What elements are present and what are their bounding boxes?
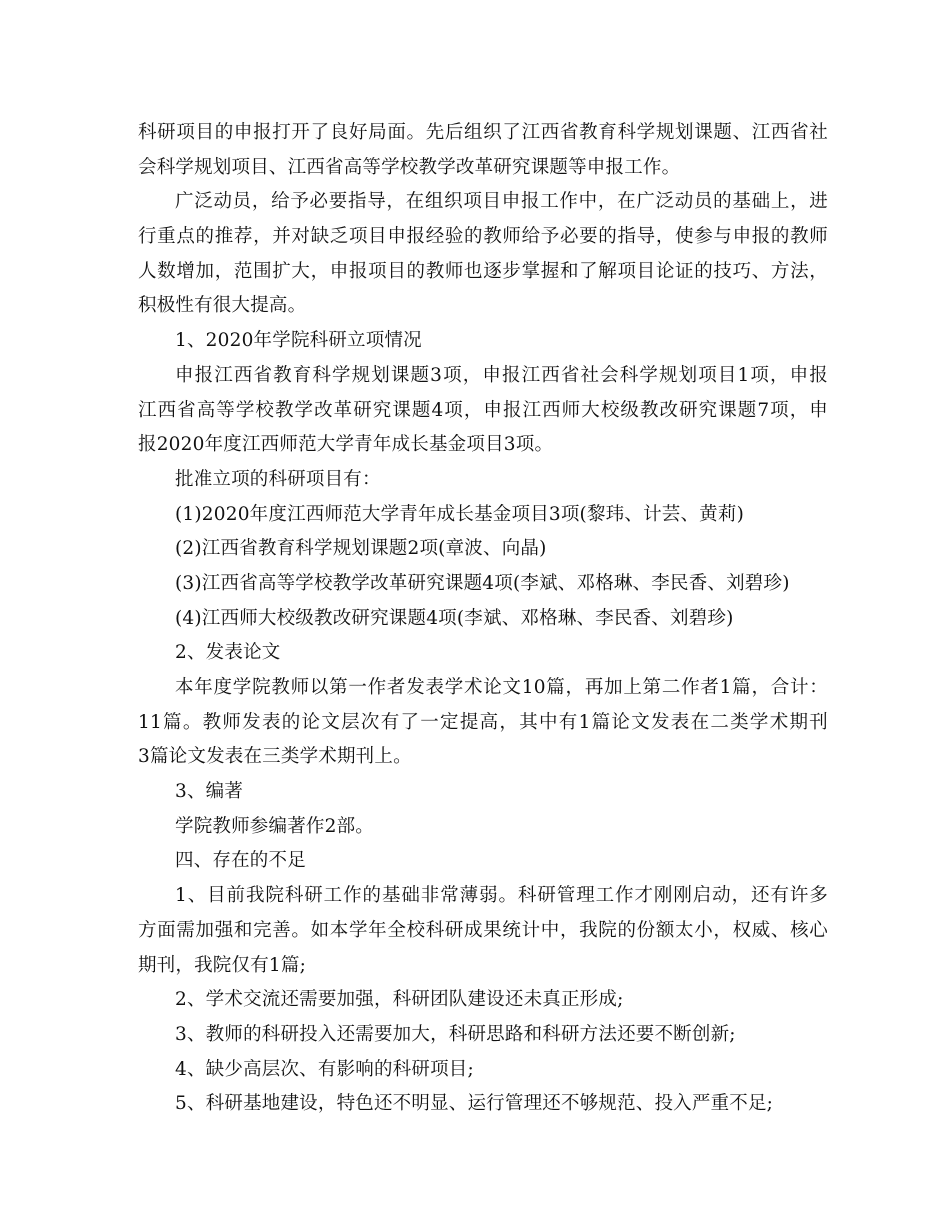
text-line: 4、缺少高层次、有影响的科研项目; <box>175 1058 474 1080</box>
text-line: 3、教师的科研投入还需要加大，科研思路和科研方法还要不断创新; <box>175 1023 736 1045</box>
text-line: 科研项目的申报打开了良好局面。先后组织了江西省教育科学规划课题、江西省社 <box>138 122 828 143</box>
text-line: 行重点的推荐，并对缺乏项目申报经验的教师给予必要的指导，使参与申报的教师 <box>138 226 828 248</box>
document-body <box>138 116 828 1122</box>
text-line: 3篇论文发表在三类学术期刊上。 <box>138 746 412 768</box>
text-line: 人数增加，范围扩大，申报项目的教师也逐步掌握和了解项目论证的技巧、方法， <box>138 260 828 282</box>
text-line: 批准立项的科研项目有： <box>175 468 381 490</box>
text-line: (2)江西省教育科学规划课题2项(章波、向晶) <box>175 538 547 560</box>
text-line: (1)2020年度江西师范大学青年成长基金项目3项(黎玮、计芸、黄莉) <box>175 503 744 525</box>
text-line: 1、2020年学院科研立项情况 <box>175 330 422 352</box>
text-line: 会科学规划项目、江西省高等学校教学改革研究课题等申报工作。 <box>138 156 681 178</box>
text-line: 1、目前我院科研工作的基础非常薄弱。科研管理工作才刚刚启动，还有许多 <box>175 885 828 907</box>
text-line: 广泛动员，给予必要指导，在组织项目申报工作中，在广泛动员的基础上，进 <box>175 191 828 213</box>
text-line: 方面需加强和完善。如本学年全校科研成果统计中，我院的份额太小，权威、核心 <box>138 919 828 941</box>
text-line: 2、学术交流还需要加强，科研团队建设还未真正形成; <box>175 989 624 1011</box>
text-line: 2、发表论文 <box>175 642 281 664</box>
text-line: 报2020年度江西师范大学青年成长基金项目3项。 <box>138 434 554 456</box>
text-line: (4)江西师大校级教改研究课题4项(李斌、邓格琳、李民香、刘碧珍) <box>175 607 734 629</box>
text-line: 学院教师参编著作2部。 <box>175 815 374 837</box>
text-line: 江西省高等学校教学改革研究课题4项，申报江西师大校级教改研究课题7项，申 <box>138 399 828 421</box>
text-line: 积极性有很大提高。 <box>138 295 307 317</box>
text-line: 四、存在的不足 <box>175 850 306 872</box>
text-line: 申报江西省教育科学规划课题3项，申报江西省社会科学规划项目1项，申报 <box>175 364 828 386</box>
text-line: 11篇。教师发表的论文层次有了一定提高，其中有1篇论文发表在二类学术期刊 <box>138 711 828 733</box>
text-line: 本年度学院教师以第一作者发表学术论文10篇，再加上第二作者1篇，合计： <box>175 677 828 698</box>
text-line: 3、编著 <box>175 781 244 803</box>
text-line: (3)江西省高等学校教学改革研究课题4项(李斌、邓格琳、李民香、刘碧珍) <box>175 572 790 594</box>
text-line: 5、科研基地建设，特色还不明显、运行管理还不够规范、投入严重不足; <box>175 1093 774 1115</box>
text-line: 期刊，我院仅有1篇; <box>138 954 307 976</box>
